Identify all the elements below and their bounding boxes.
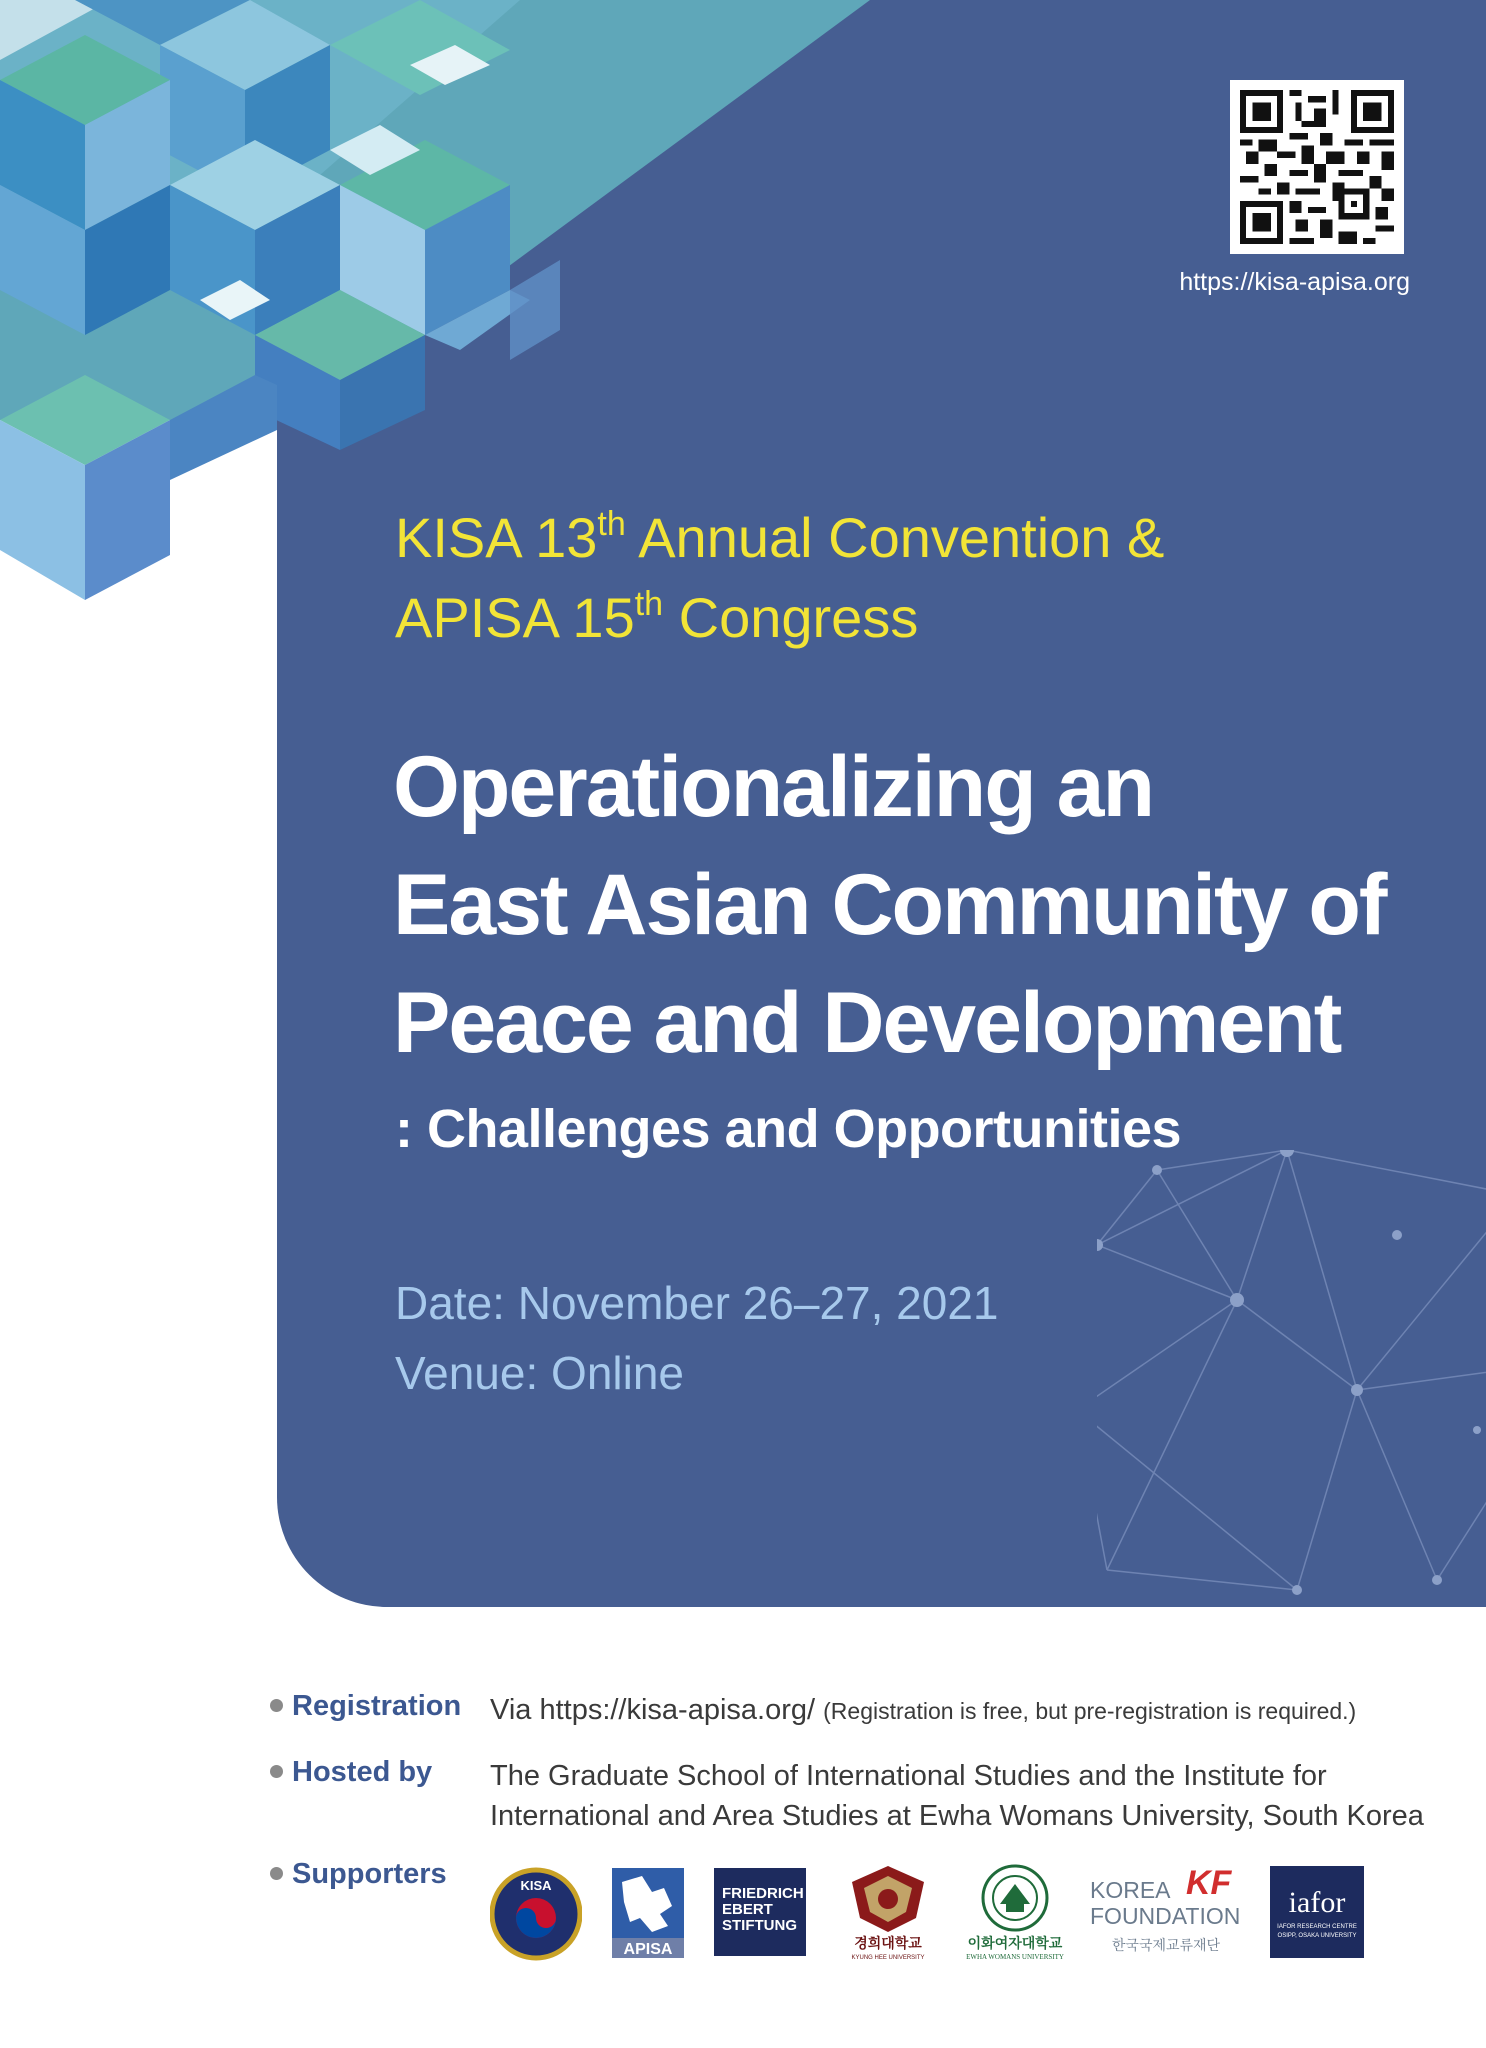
kf-logo-text2: FOUNDATION [1090,1903,1241,1929]
fes-logo-text2: EBERT [722,1901,773,1918]
kyunghee-logo-text: 경희대학교 [854,1936,922,1952]
website-url[interactable]: https://kisa-apisa.org [1179,268,1410,296]
main-title-line2: East Asian Community of [393,857,1386,953]
host-line1: The Graduate School of International Studies and the Institute for [490,1760,1327,1792]
event-venue: Venue: Online [395,1347,685,1399]
ewha-logo [960,1862,1070,1962]
apisa-logo-text: APISA [623,1941,673,1958]
registration-label-text: Registration [292,1690,462,1722]
main-title-line3: Peace and Development [393,975,1341,1071]
korea-foundation-logo [1088,1862,1244,1962]
main-title-line1: Operationalizing an [393,739,1153,835]
hosted-by-label-text: Hosted by [292,1756,433,1788]
iafor-logo-subtext1: IAFOR RESEARCH CENTRE [1277,1924,1357,1930]
bullet-icon [270,1699,283,1712]
iafor-logo [1270,1862,1364,1962]
qr-code[interactable] [1230,80,1404,254]
qr-code-icon [1240,90,1394,244]
apisa-logo [612,1862,684,1962]
ordinal-suffix: th [634,585,664,623]
registration-value [490,1690,1356,1731]
kisa-logo-text: KISA [520,1878,552,1893]
kyunghee-logo [836,1862,940,1962]
event-date: Date: November 26–27, 2021 [395,1277,999,1329]
congress-text: Congress [663,586,919,649]
registration-note: (Registration is free, but pre-registration is required.) [823,1698,1357,1724]
kf-logo-text1: KOREA [1090,1877,1171,1903]
congress-apisa-text: APISA 15 [395,586,635,649]
convention-annual-text: Annual Convention & [625,506,1165,569]
convention-title-line2 [395,585,919,649]
ewha-logo-text: 이화여자대학교 [967,1936,1063,1952]
bullet-icon [270,1867,283,1880]
kisa-logo [490,1862,582,1962]
hosted-by-label [270,1756,432,1789]
kf-logo-kr-text: 한국국제교류재단 [1111,1938,1221,1954]
iafor-logo-subtext2: OSIPP, OSAKA UNIVERSITY [1277,1933,1357,1939]
kf-mark: KF [1186,1864,1232,1902]
ewha-logo-subtext: EWHA WOMANS UNIVERSITY [966,1953,1064,1961]
ordinal-suffix: th [597,505,626,543]
registration-label [270,1690,461,1723]
main-title [393,728,1453,1082]
subtitle: : Challenges and Opportunities [395,1099,1182,1159]
bullet-icon [270,1765,283,1778]
hosted-by-value [490,1756,1424,1836]
supporters-label [270,1858,447,1891]
fes-logo-text3: STIFTUNG [722,1917,797,1934]
convention-kisa-text: KISA 13 [395,506,598,569]
supporters-label-text: Supporters [292,1858,447,1890]
convention-title-line1 [395,505,1165,569]
host-line2: International and Area Studies at Ewha Womans University, South Korea [490,1800,1424,1832]
fes-logo-text1: FRIEDRICH [722,1885,804,1902]
kyunghee-logo-subtext: KYUNG HEE UNIVERSITY [851,1955,925,1961]
registration-link[interactable]: Via https://kisa-apisa.org/ [490,1694,816,1726]
iafor-logo-text: iafor [1288,1886,1346,1919]
network-globe-decoration [1097,1150,1486,1607]
fes-logo [714,1862,806,1962]
